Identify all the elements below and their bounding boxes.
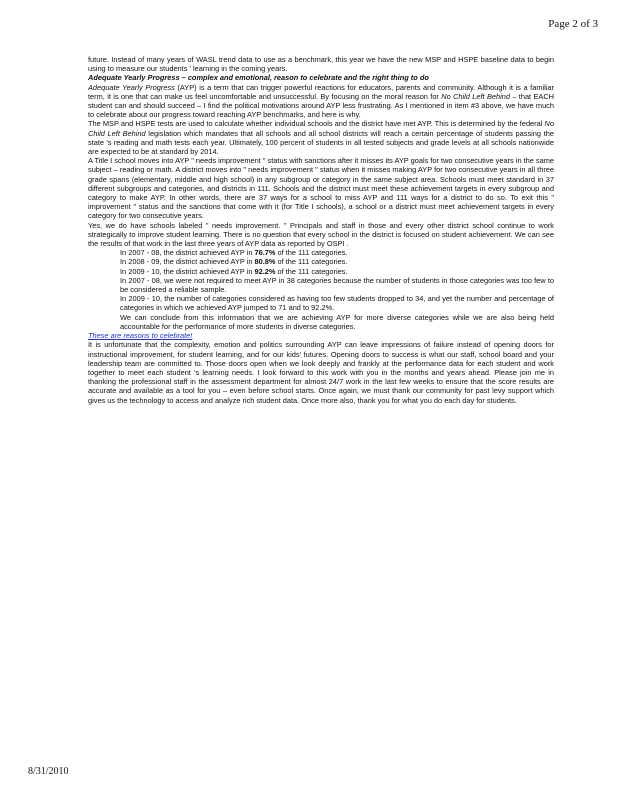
result-text-end: of the 111 categories. [275,266,348,276]
tests-text-1: The MSP and HSPE tests are used to calculate whether individual schools and the district have met AYP. This is determined by the federal [88,119,545,129]
result-item [120,257,554,266]
result-item-small-categories: In 2007 - 08, we were not required to meet AYP in 38 categories because the number of students in those categories was too few to be considered a reliable sample. [120,275,554,295]
result-text: In 2007 - 08, the district achieved AYP in [120,248,255,258]
result-text-end: of the 111 categories. [275,248,348,258]
result-percent: 80.8% [254,257,276,267]
ayp-definition-text-1: (AYP) is a term that can trigger powerful reactions for educators, parents and community. Although it is a familiar term, it is one that can make us feel uncomfortable and unsuccessful. By focusing on the moral reason for [88,82,554,101]
result-text: In 2009 - 10, the district achieved AYP in [120,266,255,276]
result-item [120,248,554,257]
tests-paragraph [88,119,554,156]
footer-date: 8/31/2010 [28,766,69,777]
result-percent: 76.7% [254,248,276,258]
celebrate-link[interactable]: These are reasons to celebrate! [88,331,193,341]
ayp-definition-paragraph [88,83,554,120]
letter-body [88,55,554,405]
result-item [120,267,554,276]
conclusion-paragraph: We can conclude from this information that we are achieving AYP for more diverse categories while we are also being held accountable for the performance of more students in diverse categories. [120,312,554,331]
title-one-paragraph: A Title I school moves into AYP " needs improvement " status with sanctions after it misses its AYP goals for two consecutive years in the same subject – reading or math. A district moves into " needs improvement " status when it misses making AYP for two consecutive years in all three grade spans (elementary, middle and high school) in any subgroup or category in the same subject area. Schools must meet standard in 37 different subgroups and categories, and districts in 111. Schools and the district must meet these achievement targets in every subgroup and category to make AYP. In other words, there are 37 ways for a school to miss AYP and 111 ways for a district to do so. To exit this " improvement " status and the sanctions that come with it (for Title I schools), a school or a district must meet achievement targets in every category for two consecutive years. [88,156,555,221]
result-percent: 92.2% [254,266,276,276]
results-list [120,248,554,331]
ayp-heading: Adequate Yearly Progress – complex and emotional, reason to celebrate and the right thing to do [88,73,429,83]
page-number: Page 2 of 3 [548,18,598,30]
tests-text-2: legislation which mandates that all schools and all school districts will reach a certain percentage of students passing the state 's reading and math tests each year. Ultimately, 100 percent of students in all tested subjects and grade levels at all schools nationwide are expected to be at standard by 2014. [88,128,554,157]
ayp-definition-text-2: – that EACH student can and should succeed – I find the political motivations around AYP less frustrating. As I mentioned in item #3 above, we have much to celebrate about our progress toward reaching AYP benchmarks, and here is why. [88,91,555,120]
nclb-term: No Child Left Behind [441,91,510,101]
ayp-term: Adequate Yearly Progress [88,82,175,92]
needs-improvement-paragraph: Yes, we do have schools labeled " needs improvement. " Principals and staff in those and every other district school continue to work strategically to improve student learning. There is no question that every school in the district is focused on student achievement. We can see the results of that work in the last three years of AYP data as reported by OSPI . [88,220,554,249]
result-text: In 2008 - 09, the district achieved AYP in [120,257,255,267]
nclb-term-2: No Child Left Behind [88,119,554,138]
intro-paragraph: future. Instead of many years of WASL trend data to use as a benchmark, this year we have the new MSP and HSPE baseline data to begin using to measure our students ' learning in the coming years. [88,55,554,74]
result-item-categories-dropped: In 2009 - 10, the number of categories considered as having too few students dropped to 34, and yet the number and percentage of categories in which we achieved AYP jumped to 71 and to 92.2%. [120,294,554,313]
result-text-end: of the 111 categories. [275,257,348,267]
closing-paragraph: It is unfortunate that the complexity, emotion and politics surrounding AYP can leave impressions of failure instead of opening doors for instructional improvement, for student learning, and for our kids' futures. Opening doors to success is what our staff, school board and your leadership team are committed to. Those doors open when we look deeply and frankly at the performance data for each student and work together to meet each student 's learning needs. I look forward to this work with you in the months and years ahead. Please join me in thanking the professional staff in the assessment department for almost 24/7 work in the last few weeks to ensure that the score results are accurate and available as a tool for you – even before school starts. Once again, we must thank our community for past levy support which gives us the technology to access and analyze rich student data. Once more also, thank you for what you do each day for students. [88,340,554,405]
